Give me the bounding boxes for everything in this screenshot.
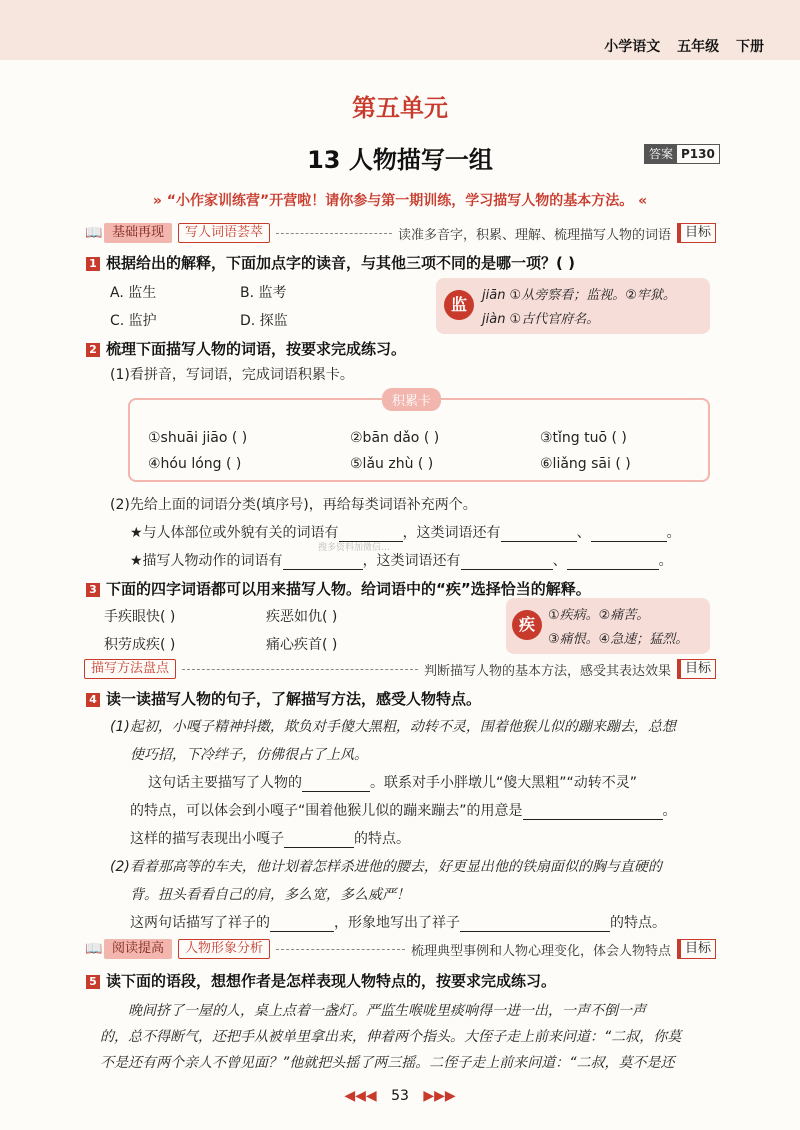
unit-title: 第五单元 <box>352 94 448 122</box>
q4-fill-line <box>148 772 637 792</box>
question-number: 2 <box>86 343 100 357</box>
q5-passage-line: 不是还有两个亲人不曾见面？”他就把头摇了两三摇。二侄子走上前来问道：“二叔，莫不是还 <box>100 1055 675 1071</box>
fill-text: ，这类词语还有 <box>402 525 501 541</box>
question-number: 4 <box>86 693 100 707</box>
question-5 <box>86 970 556 991</box>
answer-blank[interactable] <box>302 775 370 792</box>
book-icon: 📖 <box>85 225 103 241</box>
section-bar-reading <box>84 938 716 960</box>
fill-text: 这句话主要描写了人物的 <box>148 775 302 791</box>
section-tag: 基础再现 <box>104 223 172 243</box>
answer-blank[interactable] <box>270 915 334 932</box>
q4-fill-line <box>130 800 677 820</box>
page-number: 53 <box>391 1088 409 1104</box>
fill-text: 。联系对手小胖墩儿“傻大黑粗”“动转不灵” <box>370 775 638 791</box>
fill-text: 的特点。 <box>610 915 666 931</box>
q1-option-c[interactable]: C. 监护 <box>110 313 157 329</box>
question-text: 下面的四字词语都可以用来描写人物。给词语中的“疾”选择恰当的解释。 <box>106 580 591 598</box>
section-subtag: 人物形象分析 <box>178 939 270 959</box>
fill-text: ，形象地写出了祥子 <box>334 915 460 931</box>
fill-text: 。 <box>662 803 677 819</box>
note-char-badge: 疾 <box>512 610 542 640</box>
double-chevron-left-icon: « <box>638 193 648 209</box>
answer-blank[interactable] <box>284 831 354 848</box>
goal-label: 目标 <box>677 939 716 959</box>
q2-fill-line-2 <box>130 550 673 570</box>
answer-blank[interactable] <box>460 915 610 932</box>
fill-text: ★与人体部位或外貌有关的词语有 <box>130 525 339 541</box>
fill-text: ，这类词语还有 <box>362 553 461 569</box>
q2-subquestion-1: (1)看拼音，写词语，完成词语积累卡。 <box>110 367 354 383</box>
q4-passage-2-line: (2)看着那高等的车夫，他计划着怎样杀进他的腰去，好更显出他的铁扇面似的胸与直硬的 <box>110 859 662 875</box>
q1-option-d[interactable]: D. 探监 <box>240 313 288 329</box>
definition-note-jian <box>436 278 710 334</box>
q1-option-a[interactable]: A. 监生 <box>110 285 157 301</box>
section-bar-basics <box>84 222 716 244</box>
dashed-divider <box>276 949 405 950</box>
period: 。 <box>666 525 681 541</box>
q4-passage-1-line: (1)起初，小嘎子精神抖擞，欺负对手傻大黑粗，动转不灵，围着他猴儿似的蹦来蹦去，总想 <box>110 719 676 735</box>
answer-blank[interactable] <box>461 553 553 570</box>
separator: 、 <box>552 553 567 569</box>
watermark: 搜多资料加微信… <box>318 543 391 553</box>
definition-note-ji <box>506 598 710 654</box>
question-number: 5 <box>86 975 100 989</box>
card-title: 积累卡 <box>382 388 441 411</box>
question-number: 1 <box>86 257 100 271</box>
intro-line <box>0 190 800 210</box>
q4-passage-1-line: 使巧招，下冷绊子，仿佛很占了上风。 <box>130 747 368 763</box>
note-line: jiàn ①古代官府名。 <box>482 312 600 327</box>
answer-blank[interactable] <box>501 525 577 542</box>
question-text: 读下面的语段，想想作者是怎样表现人物特点的，按要求完成练习。 <box>106 972 557 990</box>
page-footer <box>0 1088 800 1104</box>
q1-option-b[interactable]: B. 监考 <box>240 285 287 301</box>
q4-passage-2-line: 背。扭头看看自己的肩，多么宽，多么威严！ <box>130 887 410 903</box>
header-grade: 五年级 <box>677 39 720 55</box>
answer-page: P130 <box>681 147 715 161</box>
pinyin-item[interactable]: ⑥liǎng sāi ( ) <box>540 456 631 472</box>
section-tag: 描写方法盘点 <box>84 659 176 679</box>
fill-text: 这样的描写表现出小嘎子 <box>130 831 284 847</box>
lesson-title: 13 人物描写一组 <box>307 146 493 174</box>
fill-text: 这两句话描写了祥子的 <box>130 915 270 931</box>
pinyin-item[interactable]: ③tǐng tuō ( ) <box>540 430 627 446</box>
note-line: jiān ①从旁察看；监视。②牢狱。 <box>482 288 676 303</box>
answer-label: 答案 <box>645 145 677 163</box>
separator: 、 <box>576 525 591 541</box>
question-number: 3 <box>86 583 100 597</box>
q4-fill-line <box>130 828 410 848</box>
note-char-badge: 监 <box>444 290 474 320</box>
q3-word[interactable]: 手疾眼快( ) <box>104 609 176 625</box>
double-chevron-right-icon: » <box>152 193 162 209</box>
question-1 <box>86 252 575 273</box>
triple-triangle-right-icon: ▶▶▶ <box>423 1088 456 1104</box>
pinyin-item[interactable]: ①shuāi jiāo ( ) <box>148 430 248 446</box>
question-text: 根据给出的解释，下面加点字的读音，与其他三项不同的是哪一项？( ) <box>106 254 575 272</box>
fill-text: 的特点，可以体会到小嘎子“围着他猴儿似的蹦来蹦去”的用意是 <box>130 803 523 819</box>
fill-text: ★描写人物动作的词语有 <box>130 553 283 569</box>
q3-word[interactable]: 积劳成疾( ) <box>104 637 176 653</box>
section-goal: 读准多音字，积累、理解、梳理描写人物的词语 <box>397 227 671 243</box>
question-4 <box>86 688 481 709</box>
question-3 <box>86 578 591 599</box>
fill-text: 的特点。 <box>354 831 410 847</box>
pinyin-item[interactable]: ②bān dǎo ( ) <box>350 430 440 446</box>
question-text: 读一读描写人物的句子，了解描写方法，感受人物特点。 <box>106 690 482 708</box>
answer-blank[interactable] <box>567 553 659 570</box>
answer-blank[interactable] <box>523 803 663 820</box>
q5-passage-line: 晚间挤了一屋的人，桌上点着一盏灯。严监生喉咙里痰响得一进一出，一声不倒一声 <box>128 1003 646 1019</box>
section-tag: 阅读提高 <box>104 939 172 959</box>
vocab-card <box>128 394 710 482</box>
pinyin-item[interactable]: ④hóu lóng ( ) <box>148 456 242 472</box>
dashed-divider <box>182 669 418 670</box>
triple-triangle-left-icon: ◀◀◀ <box>344 1088 377 1104</box>
note-line: ①疾病。②痛苦。 <box>548 608 650 623</box>
answer-blank[interactable] <box>283 553 363 570</box>
header-breadcrumb <box>592 36 764 56</box>
pinyin-item[interactable]: ⑤lǎu zhù ( ) <box>350 456 434 472</box>
note-line: ③痛恨。④急速；猛烈。 <box>548 632 689 647</box>
section-bar-methods <box>84 658 716 680</box>
period: 。 <box>658 553 673 569</box>
q2-subquestion-2: (2)先给上面的词语分类(填序号)，再给每类词语补充两个。 <box>110 497 477 513</box>
goal-label: 目标 <box>677 223 716 243</box>
goal-label: 目标 <box>677 659 716 679</box>
intro-text: “小作家训练营”开营啦！请你参与第一期训练，学习描写人物的基本方法。 <box>166 193 634 209</box>
q3-word[interactable]: 疾恶如仇( ) <box>266 609 338 625</box>
q2-fill-line-1 <box>130 522 681 542</box>
header-subject: 小学语文 <box>604 39 661 55</box>
q4-fill-line <box>130 912 666 932</box>
answer-reference <box>644 144 720 164</box>
dashed-divider <box>276 233 392 234</box>
section-subtag: 写人词语荟萃 <box>178 223 270 243</box>
book-icon: 📖 <box>85 941 103 957</box>
question-2 <box>86 338 406 359</box>
q3-word[interactable]: 痛心疾首( ) <box>266 637 338 653</box>
question-text: 梳理下面描写人物的词语，按要求完成练习。 <box>106 340 407 358</box>
q5-passage-line: 的，总不得断气，还把手从被单里拿出来，伸着两个指头。大侄子走上前来问道：“二叔，你莫 <box>100 1029 682 1045</box>
section-goal: 判断描写人物的基本方法，感受其表达效果 <box>423 663 671 679</box>
answer-blank[interactable] <box>591 525 667 542</box>
header-volume: 下册 <box>736 39 764 55</box>
section-goal: 梳理典型事例和人物心理变化，体会人物特点 <box>410 943 671 959</box>
